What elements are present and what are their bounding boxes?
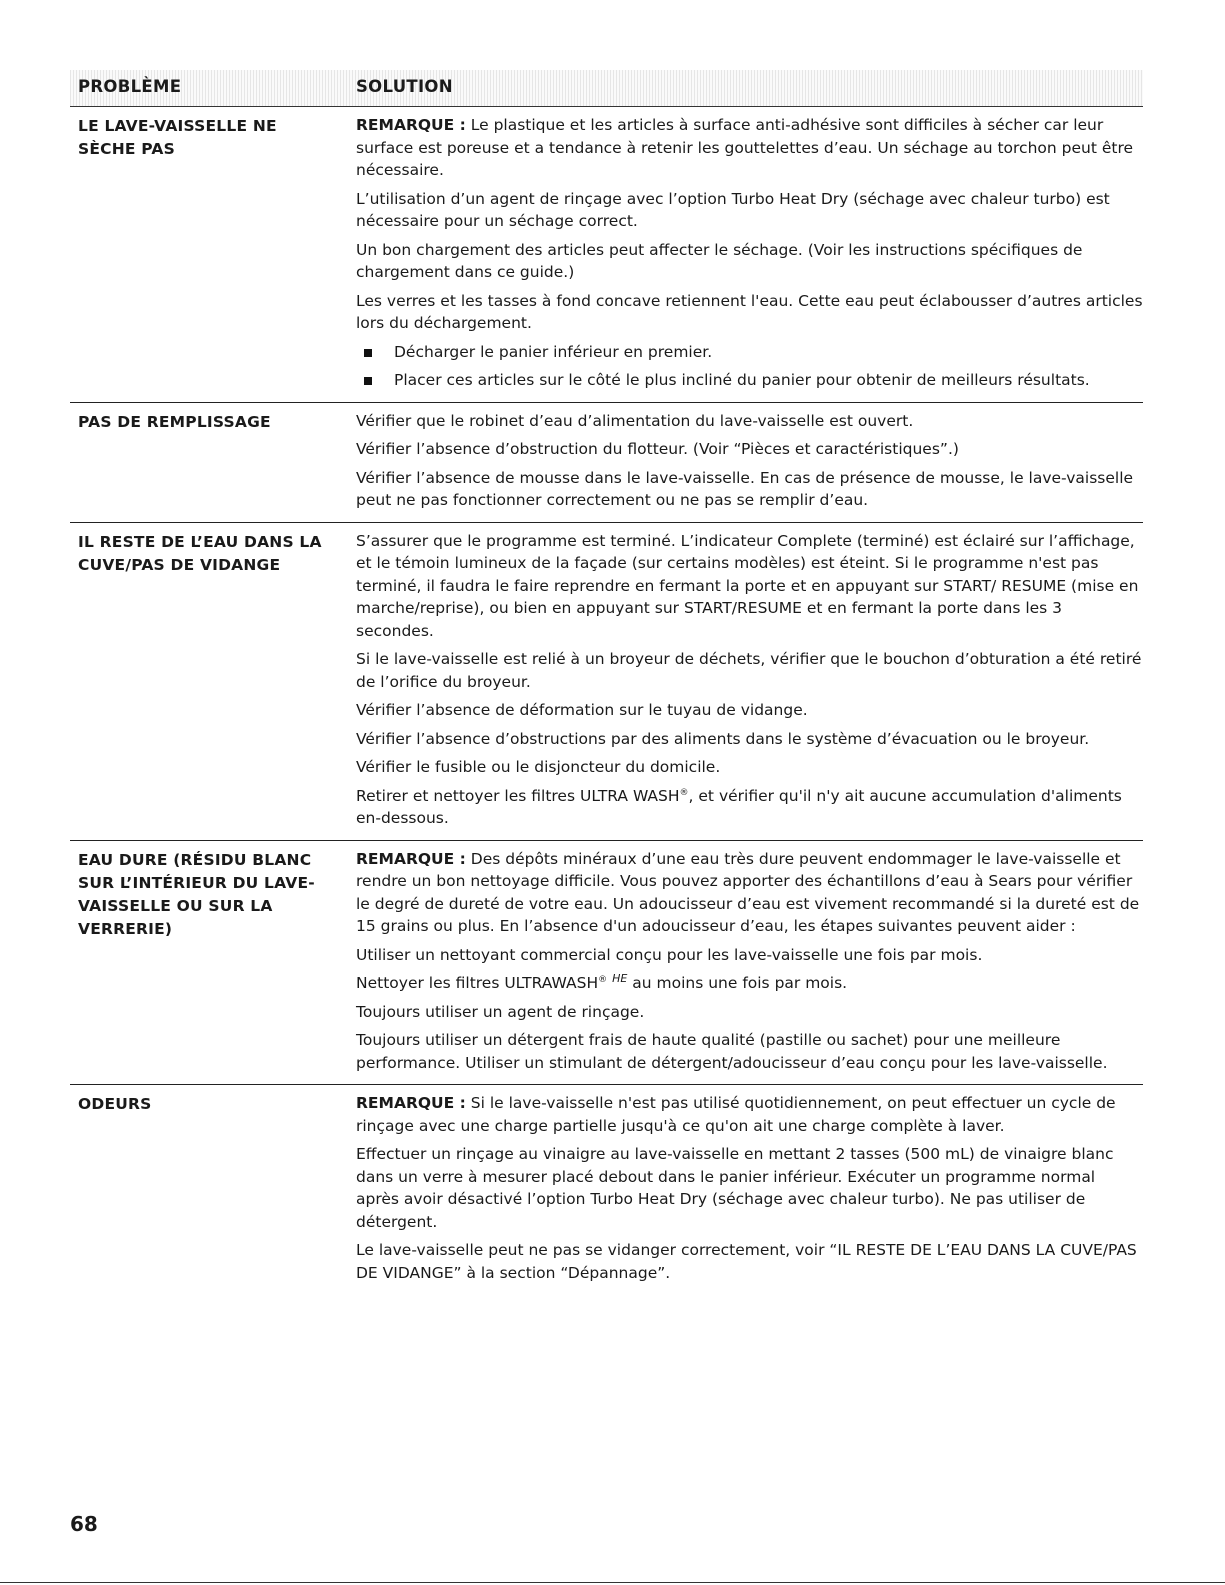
solution-paragraph: Toujours utiliser un détergent frais de haute qualité (pastille ou sachet) pour une meilleure performance. Utiliser un stimulant de détergent/adoucisseur d’eau conçu pour les lave-vaisselle. <box>356 1031 1108 1072</box>
solution-paragraph: Vérifier l’absence d’obstructions par des aliments dans le système d’évacuation ou le broyeur. <box>356 729 1090 748</box>
bottom-divider <box>0 1582 1225 1583</box>
table-row <box>70 841 1143 1086</box>
solution-paragraph: Les verres et les tasses à fond concave retiennent l'eau. Cette eau peut éclabousser d’autres articles lors du déchargement. <box>356 291 1143 332</box>
bullet-item: Décharger le panier inférieur en premier. <box>356 341 1143 364</box>
note-label: REMARQUE : <box>356 1094 466 1112</box>
troubleshooting-table <box>70 70 1143 1294</box>
note-paragraph: REMARQUE : Si le lave-vaisselle n'est pas utilisé quotidiennement, on peut effectuer un cycle de rinçage avec une charge partielle jusqu'à ce qu'on ait une charge complète à laver. <box>356 1094 1116 1135</box>
solution-paragraph: Vérifier l’absence de mousse dans le lave-vaisselle. En cas de présence de mousse, le lave-vaisselle peut ne pas fonctionner correctement ou ne pas se remplir d’eau. <box>356 468 1134 509</box>
square-bullet-icon <box>364 349 372 357</box>
solution-paragraph: Vérifier l’absence d’obstruction du flotteur. (Voir “Pièces et caractéristiques”.) <box>356 440 959 458</box>
solution-cell <box>356 107 1143 402</box>
solution-paragraph: Un bon chargement des articles peut affecter le séchage. (Voir les instructions spécifiques de chargement dans ce guide.) <box>356 240 1083 281</box>
solution-paragraph: S’assurer que le programme est terminé. L’indicateur Complete (terminé) est éclairé sur l’affichage, et le témoin lumineux de la façade (sur certains modèles) est éteint. Si le programme n'est pas terminé, il faudra le faire reprendre en fermant la porte et en appuyant sur START/ RESUME (mise en marche/reprise), ou bien en appuyant sur START/RESUME et en fermant la porte dans les 3 secondes. <box>356 531 1139 640</box>
solution-paragraph: Vérifier l’absence de déformation sur le tuyau de vidange. <box>356 701 808 719</box>
problem-label: ODEURS <box>78 1095 152 1113</box>
table-header <box>70 70 1143 107</box>
solution-cell <box>356 403 1143 522</box>
solution-paragraph: Si le lave-vaisselle est relié à un broyeur de déchets, vérifier que le bouchon d’obturation a été retiré de l’orifice du broyeur. <box>356 650 1142 691</box>
problem-label: LE LAVE-VAISSELLE NE SÈCHE PAS <box>78 117 277 158</box>
solution-paragraph: Vérifier le fusible ou le disjoncteur du domicile. <box>356 758 721 776</box>
solution-paragraph: Effectuer un rinçage au vinaigre au lave-vaisselle en mettant 2 tasses (500 mL) de vinaigre blanc dans un verre à mesurer placé debout dans le panier inférieur. Exécuter un programme normal après avoir désactivé l’option Turbo Heat Dry (séchage avec chaleur turbo). Ne pas utiliser de détergent. <box>356 1145 1114 1231</box>
problem-label: IL RESTE DE L’EAU DANS LA CUVE/PAS DE VIDANGE <box>78 532 322 574</box>
solution-paragraph: Utiliser un nettoyant commercial conçu pour les lave-vaisselle une fois par mois. <box>356 945 983 964</box>
problem-label: PAS DE REMPLISSAGE <box>78 412 271 431</box>
solution-paragraph: Le lave-vaisselle peut ne pas se vidanger correctement, voir “IL RESTE DE L’EAU DANS LA CUVE/PAS DE VIDANGE” à la section “Dépannage”. <box>356 1241 1137 1282</box>
solution-cell <box>356 841 1143 1085</box>
note-paragraph: REMARQUE : Le plastique et les articles à surface anti-adhésive sont difficiles à sécher car leur surface est poreuse et a tendance à retenir les gouttelettes d’eau. Un séchage au torchon peut être nécessaire. <box>356 116 1134 179</box>
table-row <box>70 107 1143 403</box>
solution-paragraph: Vérifier que le robinet d’eau d’alimentation du lave-vaisselle est ouvert. <box>356 411 914 430</box>
solution-cell <box>356 523 1143 840</box>
table-row <box>70 1085 1143 1294</box>
problem-label: EAU DURE (RÉSIDU BLANC SUR L’INTÉRIEUR DU LAVE-VAISSELLE OU SUR LA VERRERIE) <box>78 850 315 938</box>
bullet-item: Placer ces articles sur le côté le plus incliné du panier pour obtenir de meilleurs résultats. <box>356 369 1143 392</box>
solution-paragraph: L’utilisation d’un agent de rinçage avec l’option Turbo Heat Dry (séchage avec chaleur turbo) est nécessaire pour un séchage correct. <box>356 189 1110 230</box>
table-row <box>70 523 1143 841</box>
solution-cell <box>356 1085 1143 1294</box>
solution-paragraph: Toujours utiliser un agent de rinçage. <box>356 1002 645 1021</box>
note-paragraph: REMARQUE : Des dépôts minéraux d’une eau très dure peuvent endommager le lave-vaisselle et rendre un bon nettoyage difficile. Vous pouvez apporter des échantillons d’eau à Sears pour vérifier le degré de dureté de votre eau. Un adoucisseur d’eau est vivement recommandé si la dureté est de 15 grains ou plus. En l’absence d'un adoucisseur d’eau, les étapes suivantes peuvent aider : <box>356 849 1140 935</box>
registered-mark: ® <box>598 974 608 985</box>
note-label: REMARQUE : <box>356 849 466 868</box>
header-solution: SOLUTION <box>356 77 453 96</box>
he-mark: HE <box>612 971 628 985</box>
page-number: 68 <box>70 1512 98 1536</box>
header-problem: PROBLÈME <box>78 77 182 96</box>
solution-paragraph: Retirer et nettoyer les filtres ULTRA WASH®, et vérifier qu'il n'y ait aucune accumulation d'aliments en-dessous. <box>356 786 1122 827</box>
solution-paragraph: Nettoyer les filtres ULTRAWASH® $^{HE}$ au moins une fois par mois. <box>356 971 848 992</box>
registered-mark: ® <box>679 787 689 798</box>
note-label: REMARQUE : <box>356 116 466 134</box>
square-bullet-icon <box>364 377 372 385</box>
table-row <box>70 403 1143 523</box>
